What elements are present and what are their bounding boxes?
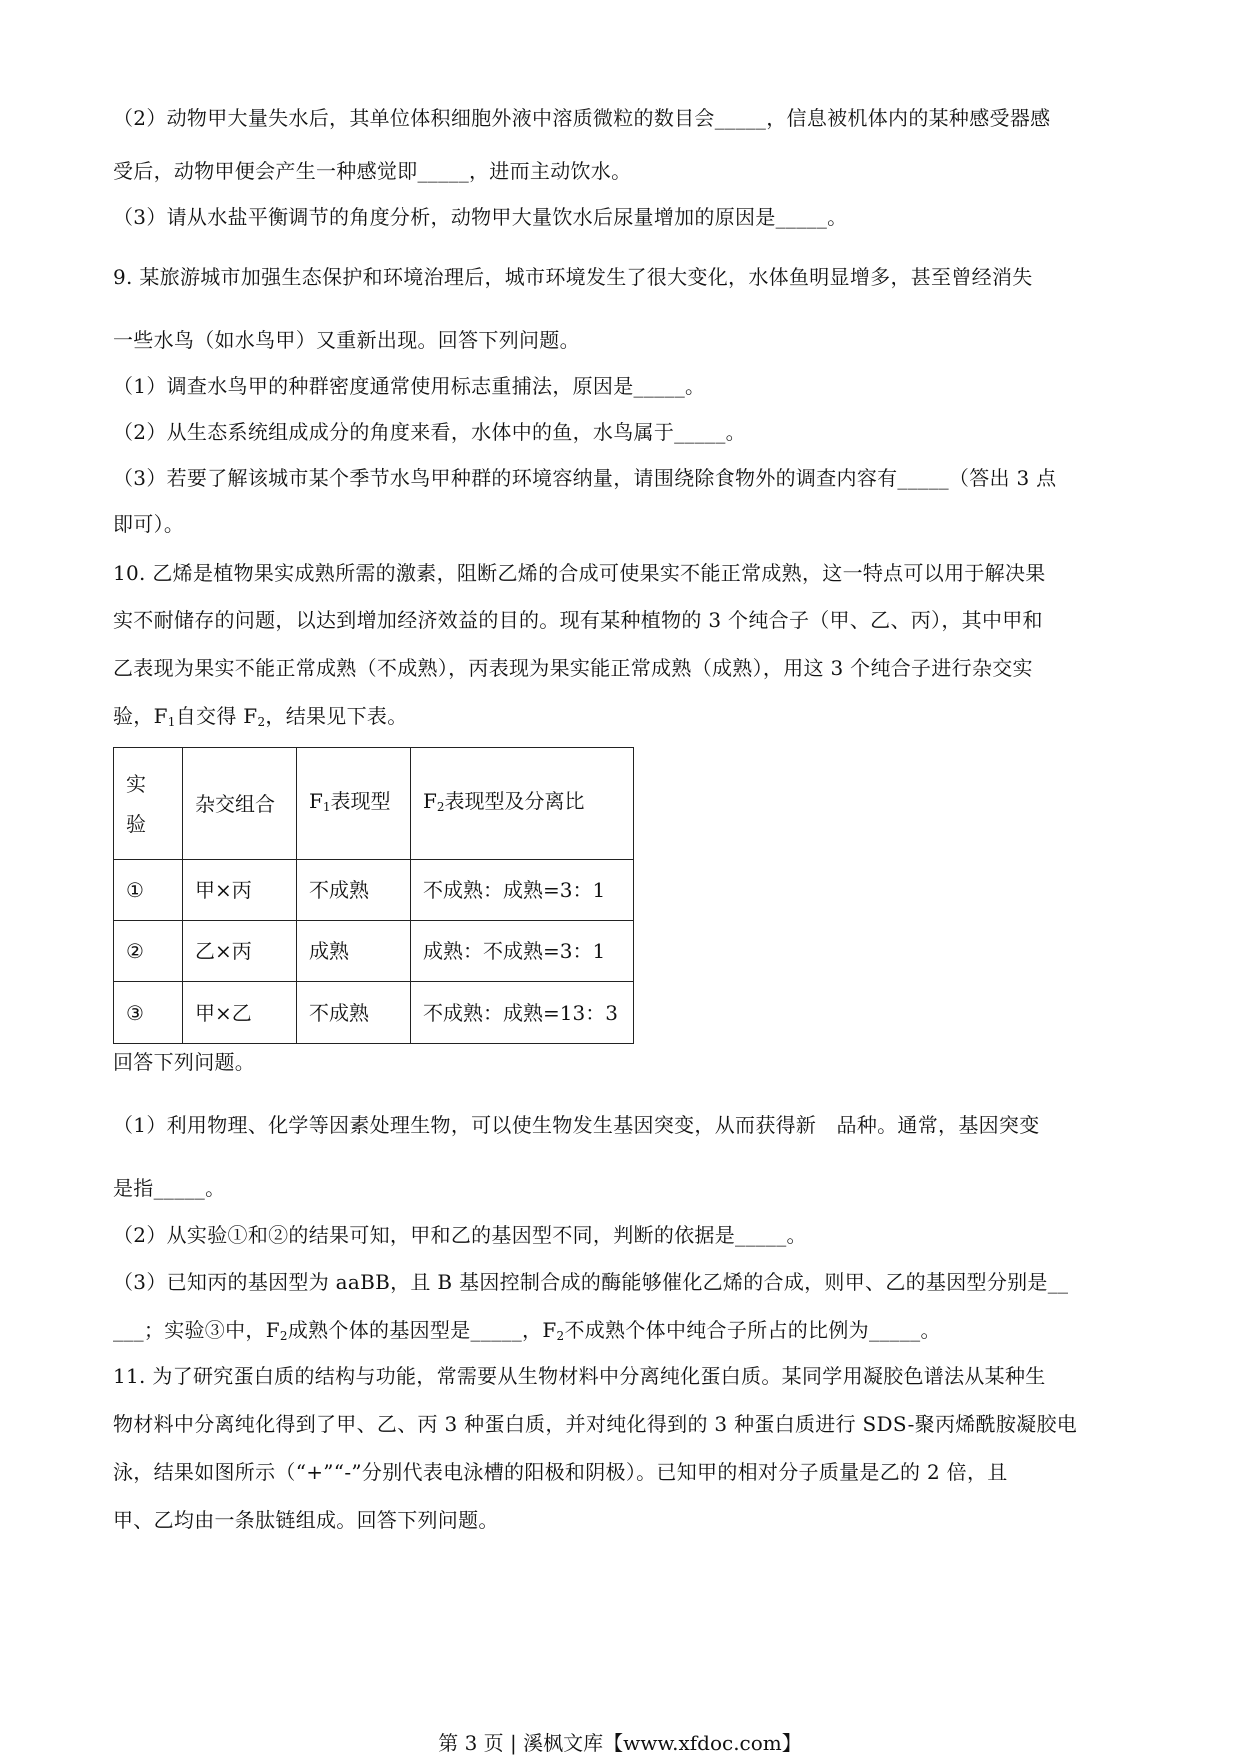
header-f2-pre: F (423, 788, 437, 813)
header-experiment-char1: 实 (126, 771, 146, 796)
q9-part2: （2）从生态系统组成成分的角度来看，水体中的鱼，水鸟属于_____。 (113, 420, 746, 444)
q11-stem-line3: 泳，结果如图所示（“+”“-”分别代表电泳槽的阳极和阴极）。已知甲的相对分子质量是乙的 2 倍，且 (113, 1460, 1008, 1484)
q10-part3-line2-c: 不成熟个体中纯合子所占的比例为_____。 (564, 1318, 941, 1342)
header-f2-sub: 2 (436, 799, 445, 814)
header-f1-sub: 1 (322, 799, 331, 814)
table-row (114, 982, 634, 1044)
table-row (114, 921, 634, 982)
row2-f2: 成熟：不成熟=3：1 (411, 921, 634, 982)
q9-stem-line1: 9. 某旅游城市加强生态保护和环境治理后，城市环境发生了很大变化，水体鱼明显增多，甚至曾经消失 (113, 265, 1033, 289)
q10-part1-line2: 是指_____。 (113, 1176, 226, 1200)
header-f1-post: 表现型 (330, 788, 391, 813)
q11-stem-line4: 甲、乙均由一条肽链组成。回答下列问题。 (113, 1508, 499, 1532)
q8-part2-line2: 受后，动物甲便会产生一种感觉即_____，进而主动饮水。 (113, 159, 632, 183)
q10-stem-line4-sub1: 1 (167, 715, 176, 729)
q10-stem-line2: 实不耐储存的问题，以达到增加经济效益的目的。现有某种植物的 3 个纯合子（甲、乙、丙），其中甲和 (113, 608, 1043, 632)
row3-no: ③ (114, 982, 183, 1044)
q10-after-table: 回答下列问题。 (113, 1050, 256, 1074)
q9-part3-line1: （3）若要了解该城市某个季节水鸟甲种群的环境容纳量，请围绕除食物外的调查内容有_____（答出 3 点 (113, 466, 1057, 490)
q10-stem-line4-a: 验，F (113, 704, 168, 728)
row1-f2: 不成熟：成熟=3：1 (411, 860, 634, 921)
q10-part3-line1: （3）已知丙的基因型为 aaBB，且 B 基因控制合成的酶能够催化乙烯的合成，则甲、乙的基因型分别是__ (113, 1270, 1069, 1294)
row2-f1: 成熟 (297, 921, 411, 982)
q10-part2: （2）从实验①和②的结果可知，甲和乙的基因型不同，判断的依据是_____。 (113, 1223, 807, 1247)
table-row (114, 860, 634, 921)
q10-part3-line2-sub1: 2 (279, 1329, 288, 1343)
q10-part3-line2-a: ___；实验③中，F (113, 1318, 280, 1342)
header-experiment-char2: 验 (126, 811, 146, 836)
q11-stem-line2: 物材料中分离纯化得到了甲、乙、丙 3 种蛋白质，并对纯化得到的 3 种蛋白质进行 SDS-聚丙烯酰胺凝胶电 (113, 1412, 1078, 1436)
header-f1-pre: F (309, 788, 323, 813)
q9-stem-line2: 一些水鸟（如水鸟甲）又重新出现。回答下列问题。 (113, 328, 580, 352)
q10-stem-line3: 乙表现为果实不能正常成熟（不成熟），丙表现为果实能正常成熟（成熟），用这 3 个纯合子进行杂交实 (113, 656, 1033, 680)
row3-cross: 甲×乙 (183, 982, 297, 1044)
q11-stem-line1: 11. 为了研究蛋白质的结构与功能，常需要从生物材料中分离纯化蛋白质。某同学用凝胶色谱法从某种生 (113, 1364, 1046, 1388)
table-header-row (114, 748, 634, 860)
q8-part3: （3）请从水盐平衡调节的角度分析，动物甲大量饮水后尿量增加的原因是_____。 (113, 205, 848, 229)
q10-stem-line1: 10. 乙烯是植物果实成熟所需的激素，阻断乙烯的合成可使果实不能正常成熟，这一特点可以用于解决果 (113, 561, 1046, 585)
q10-part3-line2 (113, 1316, 1133, 1350)
row3-f1: 不成熟 (297, 982, 411, 1044)
header-f2-post: 表现型及分离比 (444, 788, 585, 813)
header-f2 (411, 748, 634, 860)
q10-stem-line4-b: 自交得 F (175, 704, 258, 728)
row2-cross: 乙×丙 (183, 921, 297, 982)
q10-stem-line4-sub2: 2 (257, 715, 266, 729)
header-f1 (297, 748, 411, 860)
row2-no: ② (114, 921, 183, 982)
header-cross: 杂交组合 (183, 748, 297, 860)
row1-no: ① (114, 860, 183, 921)
q8-part2-line1: （2）动物甲大量失水后，其单位体积细胞外液中溶质微粒的数目会_____，信息被机体内的某种感受器感 (113, 106, 1051, 130)
q9-part1: （1）调查水鸟甲的种群密度通常使用标志重捕法，原因是_____。 (113, 374, 706, 398)
q10-part1-line1: （1）利用物理、化学等因素处理生物，可以使生物发生基因突变，从而获得新 品种。通常，基因突变 (113, 1113, 1040, 1137)
row1-cross: 甲×丙 (183, 860, 297, 921)
q10-part3-line2-b: 成熟个体的基因型是_____，F (287, 1318, 557, 1342)
q9-part3-line2: 即可）。 (113, 512, 185, 536)
row1-f1: 不成熟 (297, 860, 411, 921)
cross-experiment-table (113, 747, 634, 1044)
row3-f2: 不成熟：成熟=13：3 (411, 982, 634, 1044)
page-footer: 第 3 页 | 溪枫文库【www.xfdoc.com】 (438, 1731, 802, 1755)
q10-part3-line2-sub2: 2 (556, 1329, 565, 1343)
header-experiment (114, 748, 183, 860)
q10-stem-line4 (113, 702, 1133, 736)
q10-stem-line4-c: ，结果见下表。 (265, 704, 408, 728)
